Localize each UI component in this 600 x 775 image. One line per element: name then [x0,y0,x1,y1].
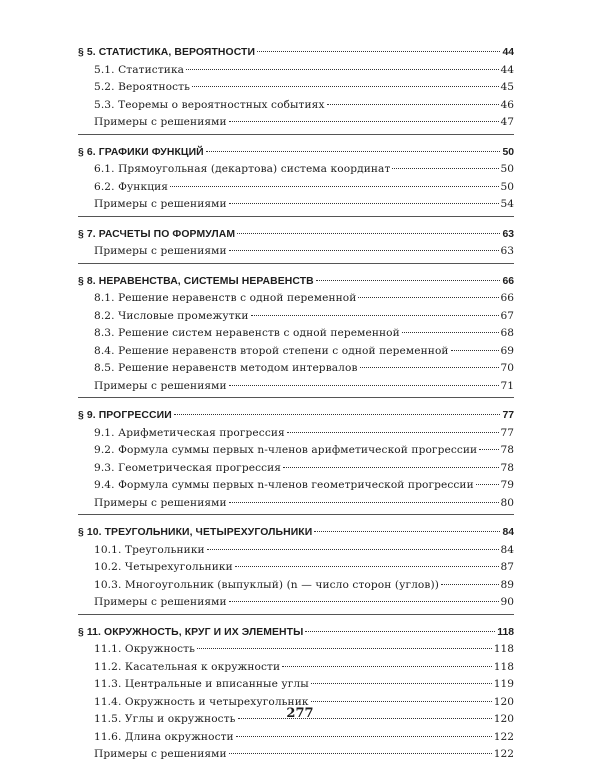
toc-entry-page: 87 [500,561,514,573]
toc-entry-label: 10.2. Четырехугольники [94,561,233,573]
toc-entry-label: 9.1. Арифметическая прогрессия [94,426,285,439]
dot-leader [282,666,492,667]
toc-entry[interactable] [78,676,514,694]
dot-leader [206,151,501,152]
dot-leader [479,449,498,450]
toc-section-heading-label: § 5. СТАТИСТИКА, ВЕРОЯТНОСТИ [78,47,256,58]
toc-entry-page: 67 [500,309,514,322]
toc-entry-page: 46 [500,98,514,111]
toc-examples-entry-label: Примеры с решениями [94,379,227,392]
toc-section-heading-page: 63 [502,228,514,240]
dot-leader [229,121,499,122]
toc-section-heading-page: 44 [502,47,514,58]
toc-entry[interactable] [78,161,514,179]
toc-entry[interactable] [78,325,514,343]
toc-entry-page: 120 [493,713,514,725]
toc-section-heading[interactable] [78,273,514,291]
table-of-contents [78,44,514,775]
dot-leader [229,753,492,754]
toc-entry[interactable] [78,425,514,443]
dot-leader [192,86,499,87]
dot-leader [229,601,499,602]
toc-entry[interactable] [78,290,514,308]
toc-examples-entry-page: 47 [500,116,514,128]
toc-section-heading-label: § 6. ГРАФИКИ ФУНКЦИЙ [78,146,204,158]
toc-examples-entry-label: Примеры с решениями [94,198,227,210]
toc-section-heading-page: 66 [502,275,514,287]
toc-section [78,226,514,264]
toc-entry-label: 9.2. Формула суммы первых n-членов арифметической прогрессии [94,444,478,456]
toc-entry[interactable] [78,179,514,197]
dot-leader [229,385,499,386]
dot-leader [207,549,499,550]
toc-examples-entry[interactable] [78,594,514,612]
dot-leader [197,648,492,649]
toc-section [78,407,514,515]
toc-entry-page: 120 [493,695,514,708]
toc-entry-label: 11.6. Длина окружности [94,730,234,743]
toc-section-heading[interactable] [78,144,514,162]
toc-entry-page: 122 [493,730,514,743]
toc-section-heading-label: § 10. ТРЕУГОЛЬНИКИ, ЧЕТЫРЕХУГОЛЬНИКИ [78,527,313,538]
toc-entry[interactable] [78,641,514,659]
toc-examples-entry-label: Примеры с решениями [94,748,227,760]
toc-entry[interactable] [78,460,514,478]
toc-examples-entry-label: Примеры с решениями [94,596,227,608]
toc-entry[interactable] [78,729,514,747]
dot-leader [311,701,492,702]
dot-leader [311,683,492,684]
toc-examples-entry[interactable] [78,196,514,214]
toc-entry-page: 84 [500,543,514,556]
toc-section-heading-label: § 7. РАСЧЕТЫ ПО ФОРМУЛАМ [78,228,236,240]
toc-entry-page: 89 [500,578,514,591]
toc-entry-label: 5.3. Теоремы о вероятностных событиях [94,98,325,111]
toc-entry[interactable] [78,442,514,460]
dot-leader [229,203,499,204]
toc-examples-entry[interactable] [78,378,514,396]
toc-section-heading-page: 50 [502,146,514,158]
toc-section-heading[interactable] [78,44,514,62]
toc-section-heading-page: 77 [502,410,514,421]
toc-entry[interactable] [78,360,514,378]
dot-leader [305,631,495,632]
toc-section [78,624,514,766]
toc-section-heading[interactable] [78,407,514,425]
dot-leader [251,315,499,316]
toc-entry-page: 70 [500,362,514,374]
toc-section-heading-label: § 9. ПРОГРЕССИИ [78,410,172,421]
toc-section-heading-page: 118 [497,626,514,638]
toc-section [78,273,514,399]
toc-entry-page: 68 [500,327,514,339]
dot-leader [327,104,499,105]
toc-entry-label: 6.1. Прямоугольная (декартова) система координат [94,163,391,175]
toc-entry-page: 118 [493,660,514,673]
toc-entry-page: 119 [493,678,514,690]
toc-section-heading[interactable] [78,624,514,642]
toc-entry-page: 50 [500,163,514,175]
toc-entry-label: 11.3. Центральные и вписанные углы [94,678,309,690]
toc-entry-page: 44 [500,63,514,76]
dot-leader [476,484,499,485]
dot-leader [283,467,498,468]
dot-leader [451,350,499,351]
toc-entry-label: 8.5. Решение неравенств методом интервалов [94,362,358,374]
dot-leader [229,502,499,503]
toc-entry-page: 45 [500,81,514,93]
toc-entry-label: 10.3. Многоугольник (выпуклый) (n — число сторон (углов)) [94,578,439,591]
dot-leader [229,250,499,251]
toc-entry[interactable] [78,542,514,560]
toc-section [78,44,514,135]
toc-entry-label: 9.4. Формула суммы первых n-членов геометрической прогрессии [94,479,474,491]
dot-leader [287,432,499,433]
toc-entry[interactable] [78,97,514,115]
toc-examples-entry-page: 90 [500,596,514,608]
dot-leader [236,736,492,737]
toc-entry-label: 11.4. Окружность и четырехугольник [94,695,309,708]
toc-examples-entry[interactable] [78,114,514,132]
toc-entry[interactable] [78,308,514,326]
toc-entry[interactable] [78,559,514,577]
dot-leader [237,233,500,234]
dot-leader [441,584,499,585]
toc-examples-entry-label: Примеры с решениями [94,116,227,128]
toc-entry-label: 8.4. Решение неравенств второй степени с одной переменной [94,344,449,357]
toc-examples-entry-page: 80 [500,496,514,509]
toc-entry-page: 79 [500,479,514,491]
toc-section-heading-label: § 11. ОКРУЖНОСТЬ, КРУГ И ИХ ЭЛЕМЕНТЫ [78,626,304,638]
dot-leader [174,414,501,415]
toc-section [78,144,514,217]
toc-examples-entry-label: Примеры с решениями [94,496,227,509]
dot-leader [360,367,499,368]
toc-entry[interactable] [78,62,514,80]
toc-section-heading[interactable] [78,524,514,542]
toc-entry-label: 9.3. Геометрическая прогрессия [94,461,282,474]
toc-section-heading[interactable] [78,226,514,244]
dot-leader [392,168,498,169]
toc-examples-entry[interactable] [78,746,514,764]
toc-entry-label: 8.3. Решение систем неравенств с одной переменной [94,327,400,339]
toc-entry-label: 8.2. Числовые промежутки [94,309,249,322]
toc-entry[interactable] [78,343,514,361]
toc-entry-label: 6.2. Функция [94,180,169,193]
toc-examples-entry[interactable] [78,495,514,513]
dot-leader [402,332,499,333]
toc-examples-entry-label: Примеры с решениями [94,245,227,257]
toc-entry-label: 5.2. Вероятность [94,81,190,93]
dot-leader [316,280,501,281]
toc-section-heading-page: 84 [502,527,514,538]
dot-leader [314,531,500,532]
toc-entry-page: 50 [500,180,514,193]
dot-leader [358,297,498,298]
toc-examples-entry-page: 122 [493,748,514,760]
toc-entry[interactable] [78,79,514,97]
toc-section [78,524,514,615]
dot-leader [186,69,498,70]
toc-examples-entry[interactable] [78,243,514,261]
toc-entry-label: 11.5. Углы и окружность [94,713,236,725]
dot-leader [257,51,500,52]
toc-examples-entry-page: 54 [500,198,514,210]
dot-leader [170,186,498,187]
toc-entry-page: 66 [500,292,514,304]
toc-entry-label: 5.1. Статистика [94,63,185,76]
toc-examples-entry-page: 63 [500,245,514,257]
toc-entry-page: 78 [500,444,514,456]
toc-entry[interactable] [78,659,514,677]
toc-entry-page: 77 [500,426,514,439]
toc-entry-label: 11.1. Окружность [94,643,195,655]
toc-entry-page: 69 [500,344,514,357]
toc-entry-label: 8.1. Решение неравенств с одной переменной [94,292,357,304]
toc-entry[interactable] [78,477,514,495]
toc-examples-entry-page: 71 [500,379,514,392]
dot-leader [235,566,499,567]
toc-section-heading-label: § 8. НЕРАВЕНСТВА, СИСТЕМЫ НЕРАВЕНСТВ [78,275,314,287]
toc-entry[interactable] [78,577,514,595]
toc-entry-page: 118 [493,643,514,655]
toc-entry-label: 10.1. Треугольники [94,543,205,556]
toc-entry-page: 78 [500,461,514,474]
toc-entry-label: 11.2. Касательная к окружности [94,660,281,673]
page-number: 277 [286,706,314,721]
